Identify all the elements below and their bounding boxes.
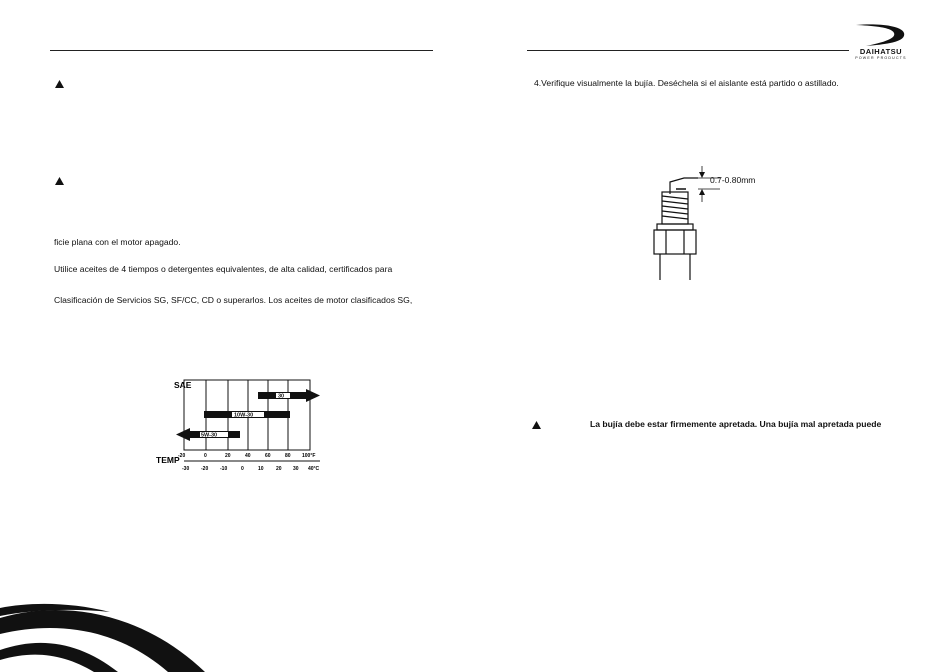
gap-label: 0.7-0.80mm [710,175,756,185]
step-4-inspect-spark-plug: 4.Verifique visualmente la bujía. Deséchela si el aislante está partido o astillado. [534,78,839,88]
f-tick: 40 [245,453,251,459]
oil-viscosity-chart [150,372,330,478]
warning-icon [55,177,64,185]
logo-brand: DAIHATSU [859,47,903,56]
f-tick: 80 [285,453,291,459]
right-header-rule [527,50,849,51]
band-label-10w30: 10W-30 [234,412,254,419]
spark-plug-diagram [640,162,780,286]
band-sae-30 [258,389,320,402]
paragraph-service-class: Clasificación de Servicios SG, SF/CC, CD o superarlos. Los aceites de motor clasificados SG, [54,295,413,305]
c-tick: -20 [201,466,209,472]
band-label-5w30: 5W-30 [201,432,218,439]
f-tick: 20 [225,453,231,459]
arrow-up-icon [699,189,705,195]
arrow-down-icon [699,172,705,178]
f-tick: -20 [178,453,186,459]
warning-icon [532,421,541,429]
f-tick: 100°F [302,453,316,459]
f-tick: 0 [204,453,207,459]
logo-swoosh-icon [852,22,910,48]
c-tick: 10 [258,466,264,472]
temp-label: TEMP [156,455,180,465]
warning-icon [55,80,64,88]
sae-label: SAE [174,380,192,390]
daihatsu-logo [852,22,910,62]
celsius-axis [182,466,320,472]
band-label-30: 30 [278,393,285,400]
c-tick: -10 [220,466,228,472]
hex-nut [654,230,696,254]
c-tick: 40°C [308,466,320,472]
band-sae-10w30 [204,411,290,419]
decorative-swoosh [0,590,210,672]
c-tick: 30 [293,466,299,472]
fahrenheit-axis [178,453,315,459]
paragraph-oil-spec: Utilice aceites de 4 tiempos o detergentes equivalentes, de alta calidad, certificados para [54,264,393,274]
left-header-rule [50,50,433,51]
gasket [657,224,693,230]
f-tick: 60 [265,453,271,459]
c-tick: -30 [182,466,190,472]
logo-tagline: POWER PRODUCTS [855,56,907,60]
insulator [660,254,690,280]
paragraph-flat-surface: ficie plana con el motor apagado. [54,237,181,247]
c-tick: 20 [276,466,282,472]
band-sae-5w30 [176,428,240,441]
spark-plug-tighten-warning: La bujía debe estar firmemente apretada. Una bujía mal apretada puede [590,419,882,429]
c-tick: 0 [241,466,244,472]
